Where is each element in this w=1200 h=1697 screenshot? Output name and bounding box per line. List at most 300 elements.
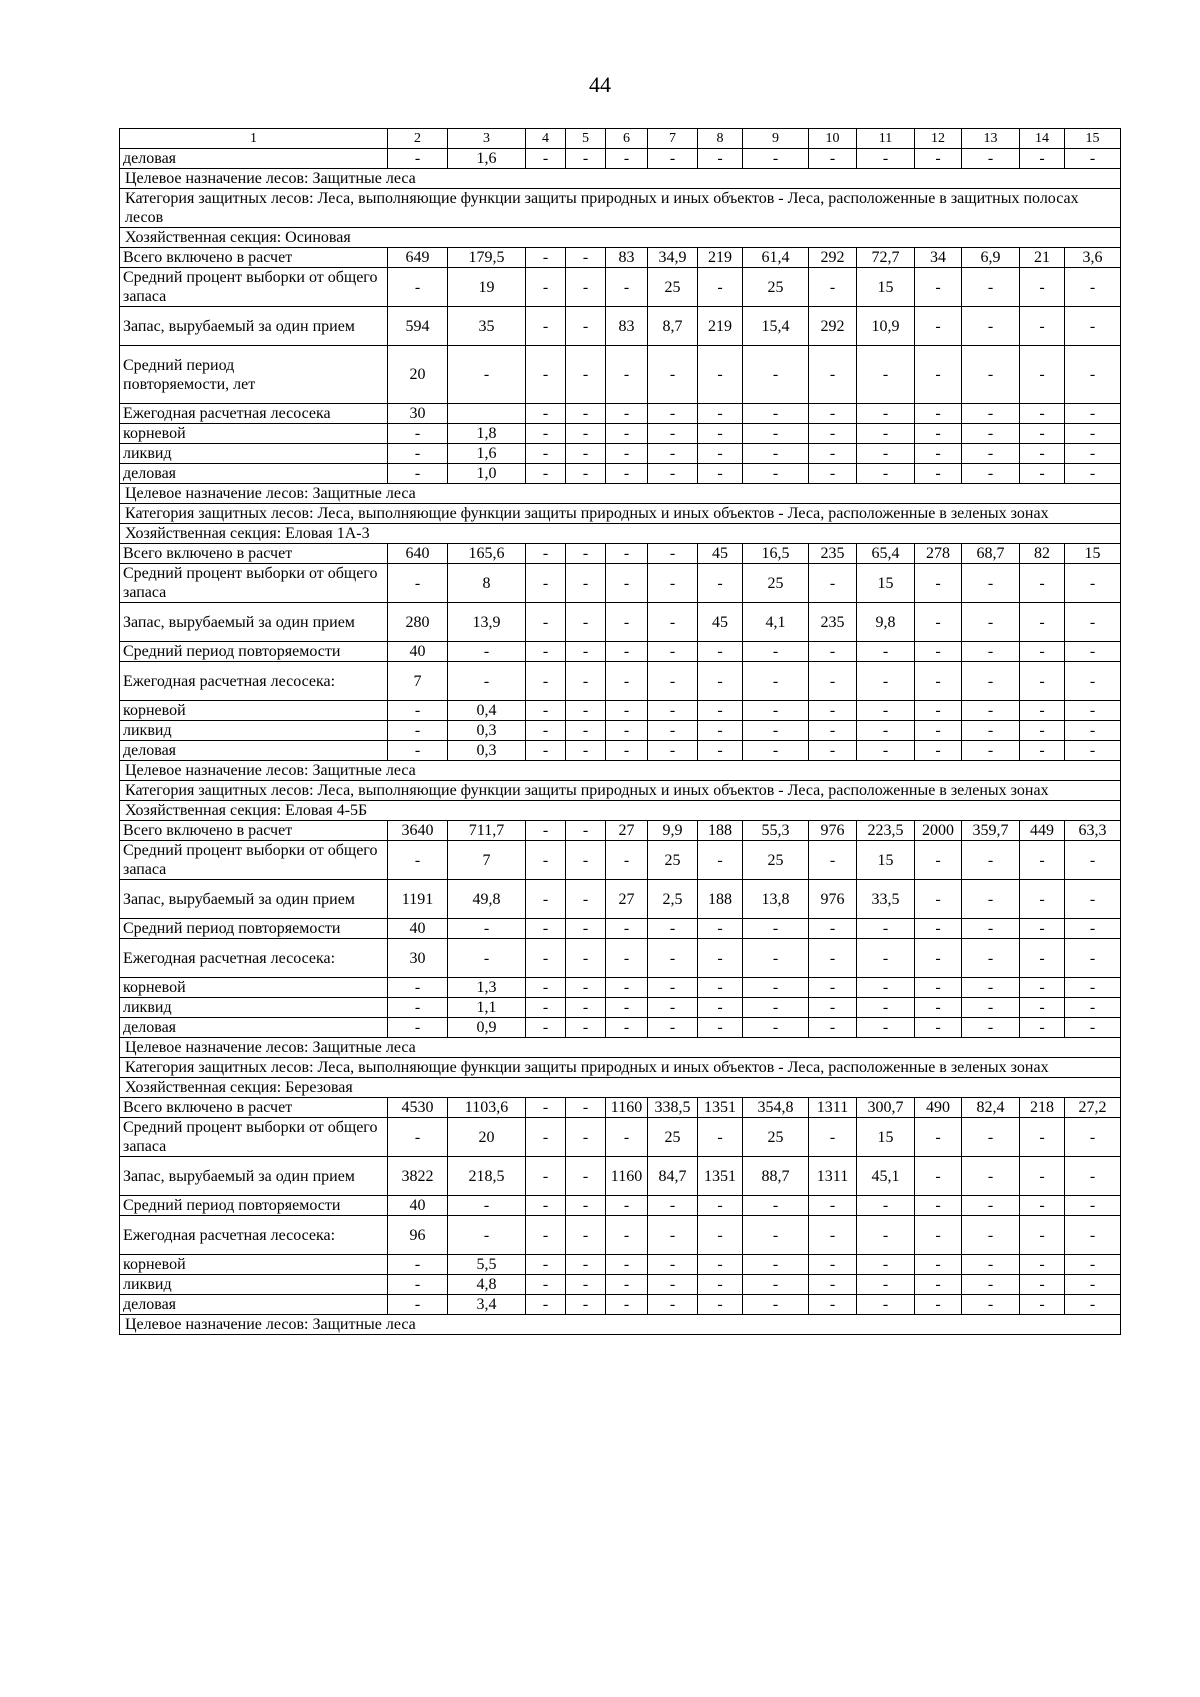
table-cell: - bbox=[566, 939, 606, 978]
table-cell: - bbox=[809, 149, 857, 169]
table-cell: - bbox=[743, 662, 809, 701]
table-cell: - bbox=[448, 1216, 526, 1255]
table-cell: - bbox=[809, 642, 857, 662]
table-cell: - bbox=[648, 1018, 698, 1038]
table-cell: - bbox=[1065, 464, 1121, 484]
table-cell: - bbox=[962, 1216, 1020, 1255]
table-cell: - bbox=[915, 741, 962, 761]
table-cell: - bbox=[915, 939, 962, 978]
table-cell: - bbox=[1065, 721, 1121, 741]
table-cell: - bbox=[915, 721, 962, 741]
table-cell: - bbox=[915, 424, 962, 444]
table-cell: - bbox=[1020, 1295, 1065, 1315]
table-cell: - bbox=[526, 268, 566, 307]
table-cell: - bbox=[526, 880, 566, 919]
table-cell: - bbox=[526, 464, 566, 484]
table-cell: - bbox=[743, 444, 809, 464]
table-cell: - bbox=[648, 998, 698, 1018]
table-cell: 25 bbox=[743, 564, 809, 603]
table-cell: - bbox=[606, 404, 648, 424]
table-cell: - bbox=[915, 1255, 962, 1275]
table-cell: - bbox=[1065, 841, 1121, 880]
table-cell: - bbox=[743, 939, 809, 978]
table-cell: - bbox=[388, 268, 448, 307]
table-cell: - bbox=[526, 248, 566, 268]
table-cell: - bbox=[448, 642, 526, 662]
table-cell: 649 bbox=[388, 248, 448, 268]
table-cell: - bbox=[743, 464, 809, 484]
table-cell: 354,8 bbox=[743, 1098, 809, 1118]
table-cell: - bbox=[566, 841, 606, 880]
table-cell: - bbox=[698, 424, 743, 444]
table-cell: - bbox=[809, 1255, 857, 1275]
table-cell: - bbox=[962, 939, 1020, 978]
table-cell: - bbox=[606, 919, 648, 939]
table-cell: - bbox=[809, 346, 857, 404]
column-header: 2 bbox=[388, 129, 448, 149]
table-cell: 1160 bbox=[606, 1098, 648, 1118]
table-cell: 72,7 bbox=[857, 248, 915, 268]
table-cell: - bbox=[743, 404, 809, 424]
table-cell: 280 bbox=[388, 603, 448, 642]
column-header: 10 bbox=[809, 129, 857, 149]
table-cell: - bbox=[1020, 701, 1065, 721]
table-cell: 188 bbox=[698, 821, 743, 841]
table-cell: 84,7 bbox=[648, 1157, 698, 1196]
table-cell: - bbox=[526, 939, 566, 978]
table-cell: - bbox=[743, 149, 809, 169]
table-cell: - bbox=[1065, 346, 1121, 404]
table-cell: - bbox=[743, 346, 809, 404]
table-cell: - bbox=[566, 248, 606, 268]
table-cell: 7 bbox=[388, 662, 448, 701]
table-cell: 1351 bbox=[698, 1157, 743, 1196]
section-label: Хозяйственная секция: Еловая 4-5Б bbox=[120, 801, 1121, 821]
table-cell: 1,1 bbox=[448, 998, 526, 1018]
column-header: 12 bbox=[915, 129, 962, 149]
row-label: корневой bbox=[120, 701, 388, 721]
section-row bbox=[120, 228, 1121, 248]
table-cell: - bbox=[566, 564, 606, 603]
table-cell: - bbox=[809, 662, 857, 701]
table-cell: - bbox=[606, 544, 648, 564]
table-cell: - bbox=[698, 404, 743, 424]
table-cell: - bbox=[606, 424, 648, 444]
table-cell: 3640 bbox=[388, 821, 448, 841]
table-cell: 82 bbox=[1020, 544, 1065, 564]
table-cell: - bbox=[526, 1216, 566, 1255]
table-cell: - bbox=[809, 1275, 857, 1295]
row-label: ликвид bbox=[120, 444, 388, 464]
table-row bbox=[120, 268, 1121, 307]
column-header: 7 bbox=[648, 129, 698, 149]
table-cell: - bbox=[915, 880, 962, 919]
table-cell: - bbox=[526, 1098, 566, 1118]
section-row bbox=[120, 524, 1121, 544]
section-row bbox=[120, 484, 1121, 504]
table-cell: 3822 bbox=[388, 1157, 448, 1196]
table-cell: - bbox=[606, 1255, 648, 1275]
table-cell: - bbox=[566, 880, 606, 919]
table-cell: - bbox=[1065, 268, 1121, 307]
table-row bbox=[120, 919, 1121, 939]
table-cell: - bbox=[857, 444, 915, 464]
table-cell: - bbox=[857, 642, 915, 662]
table-cell: - bbox=[648, 939, 698, 978]
table-cell: - bbox=[857, 939, 915, 978]
table-cell: - bbox=[566, 919, 606, 939]
table-cell: 45 bbox=[698, 544, 743, 564]
table-cell: - bbox=[566, 1255, 606, 1275]
table-row bbox=[120, 1118, 1121, 1157]
table-cell: - bbox=[648, 642, 698, 662]
table-cell: - bbox=[606, 721, 648, 741]
table-row bbox=[120, 721, 1121, 741]
table-cell: - bbox=[1065, 880, 1121, 919]
table-cell: - bbox=[698, 919, 743, 939]
table-cell: - bbox=[809, 564, 857, 603]
table-cell: 235 bbox=[809, 603, 857, 642]
row-label: Средний процент выборки от общего запаса bbox=[120, 564, 388, 603]
table-row bbox=[120, 1098, 1121, 1118]
table-cell: 83 bbox=[606, 248, 648, 268]
table-cell: 219 bbox=[698, 248, 743, 268]
table-cell: - bbox=[648, 544, 698, 564]
table-cell: - bbox=[526, 919, 566, 939]
table-cell: - bbox=[743, 978, 809, 998]
table-cell: - bbox=[809, 1018, 857, 1038]
table-cell: - bbox=[526, 346, 566, 404]
row-label: ликвид bbox=[120, 998, 388, 1018]
table-cell: - bbox=[448, 346, 526, 404]
table-cell: - bbox=[526, 642, 566, 662]
table-cell: - bbox=[606, 978, 648, 998]
table-cell: - bbox=[809, 1216, 857, 1255]
table-cell: - bbox=[566, 1275, 606, 1295]
table-cell: - bbox=[1020, 721, 1065, 741]
table-cell: - bbox=[1020, 346, 1065, 404]
table-cell: - bbox=[698, 978, 743, 998]
table-cell: - bbox=[857, 464, 915, 484]
table-cell: - bbox=[566, 346, 606, 404]
table-cell: - bbox=[648, 662, 698, 701]
table-row bbox=[120, 880, 1121, 919]
table-cell: - bbox=[606, 642, 648, 662]
table-cell: - bbox=[698, 268, 743, 307]
table-cell: - bbox=[743, 1196, 809, 1216]
table-cell: - bbox=[1020, 841, 1065, 880]
table-cell: - bbox=[857, 1295, 915, 1315]
table-cell: - bbox=[809, 919, 857, 939]
table-cell: - bbox=[857, 346, 915, 404]
table-cell: - bbox=[606, 701, 648, 721]
table-row bbox=[120, 149, 1121, 169]
table-cell: - bbox=[743, 741, 809, 761]
table-cell: - bbox=[606, 464, 648, 484]
column-header: 8 bbox=[698, 129, 743, 149]
table-cell: - bbox=[1065, 307, 1121, 346]
table-cell: 5,5 bbox=[448, 1255, 526, 1275]
table-cell: - bbox=[962, 841, 1020, 880]
table-cell: - bbox=[1020, 939, 1065, 978]
table-cell: - bbox=[1020, 1157, 1065, 1196]
table-cell: - bbox=[1020, 404, 1065, 424]
table-row bbox=[120, 998, 1121, 1018]
table-cell: 61,4 bbox=[743, 248, 809, 268]
table-cell: 25 bbox=[648, 1118, 698, 1157]
table-cell: - bbox=[526, 1018, 566, 1038]
table-cell: - bbox=[743, 1275, 809, 1295]
table-cell: - bbox=[857, 721, 915, 741]
table-cell: - bbox=[606, 1295, 648, 1315]
row-label: Всего включено в расчет bbox=[120, 821, 388, 841]
row-label: Запас, вырубаемый за один прием bbox=[120, 603, 388, 642]
table-cell: 4,8 bbox=[448, 1275, 526, 1295]
table-cell: - bbox=[1020, 268, 1065, 307]
table-cell: - bbox=[388, 424, 448, 444]
table-row bbox=[120, 642, 1121, 662]
table-cell: - bbox=[526, 307, 566, 346]
table-cell: - bbox=[915, 346, 962, 404]
table-cell: - bbox=[1065, 1275, 1121, 1295]
table-cell: 34,9 bbox=[648, 248, 698, 268]
table-cell: - bbox=[1065, 998, 1121, 1018]
section-row bbox=[120, 189, 1121, 228]
table-cell: - bbox=[915, 1216, 962, 1255]
table-cell: - bbox=[857, 662, 915, 701]
table-cell: 10,9 bbox=[857, 307, 915, 346]
table-cell: 449 bbox=[1020, 821, 1065, 841]
table-cell: - bbox=[915, 841, 962, 880]
table-cell: - bbox=[915, 1118, 962, 1157]
row-label: Средний процент выборки от общего запаса bbox=[120, 268, 388, 307]
table-cell: - bbox=[915, 564, 962, 603]
table-cell: - bbox=[962, 1118, 1020, 1157]
section-label: Хозяйственная секция: Осиновая bbox=[120, 228, 1121, 248]
section-label: Целевое назначение лесов: Защитные леса bbox=[120, 1315, 1121, 1335]
table-cell: 13,8 bbox=[743, 880, 809, 919]
table-cell: - bbox=[388, 721, 448, 741]
table-cell: - bbox=[962, 603, 1020, 642]
table-cell: - bbox=[566, 268, 606, 307]
section-label: Целевое назначение лесов: Защитные леса bbox=[120, 484, 1121, 504]
table-cell: - bbox=[857, 149, 915, 169]
table-cell: - bbox=[809, 721, 857, 741]
table-cell: - bbox=[648, 919, 698, 939]
table-cell: - bbox=[809, 939, 857, 978]
table-cell: - bbox=[915, 978, 962, 998]
table-cell: - bbox=[526, 701, 566, 721]
table-row bbox=[120, 841, 1121, 880]
table-cell: - bbox=[698, 464, 743, 484]
row-label: Всего включено в расчет bbox=[120, 544, 388, 564]
row-label: Ежегодная расчетная лесосека: bbox=[120, 662, 388, 701]
table-cell: 3,6 bbox=[1065, 248, 1121, 268]
table-cell: - bbox=[606, 1118, 648, 1157]
table-cell: 63,3 bbox=[1065, 821, 1121, 841]
table-cell: - bbox=[566, 424, 606, 444]
table-cell: - bbox=[566, 642, 606, 662]
table-cell: 1160 bbox=[606, 1157, 648, 1196]
table-cell: - bbox=[648, 346, 698, 404]
table-cell: 235 bbox=[809, 544, 857, 564]
column-header: 3 bbox=[448, 129, 526, 149]
table-cell: 27,2 bbox=[1065, 1098, 1121, 1118]
table-cell: 292 bbox=[809, 307, 857, 346]
table-cell: - bbox=[526, 564, 566, 603]
table-cell: - bbox=[648, 1275, 698, 1295]
table-cell: 34 bbox=[915, 248, 962, 268]
table-cell: - bbox=[743, 701, 809, 721]
table-cell: 20 bbox=[388, 346, 448, 404]
table-cell: 8 bbox=[448, 564, 526, 603]
table-cell: - bbox=[606, 444, 648, 464]
table-cell: - bbox=[962, 1255, 1020, 1275]
table-cell: - bbox=[526, 1196, 566, 1216]
table-cell: 300,7 bbox=[857, 1098, 915, 1118]
table-cell: 15 bbox=[857, 1118, 915, 1157]
table-row bbox=[120, 544, 1121, 564]
table-cell: - bbox=[962, 978, 1020, 998]
table-cell: - bbox=[915, 1275, 962, 1295]
table-cell: - bbox=[809, 978, 857, 998]
table-cell: - bbox=[648, 564, 698, 603]
table-cell: - bbox=[526, 1295, 566, 1315]
table-cell: - bbox=[606, 268, 648, 307]
table-cell: - bbox=[809, 268, 857, 307]
table-cell: 976 bbox=[809, 821, 857, 841]
table-cell: - bbox=[809, 424, 857, 444]
section-row bbox=[120, 1038, 1121, 1058]
row-label: Средний период повторяемости bbox=[120, 642, 388, 662]
table-cell: - bbox=[606, 564, 648, 603]
table-cell: - bbox=[526, 1255, 566, 1275]
table-cell: - bbox=[1065, 1157, 1121, 1196]
table-row bbox=[120, 248, 1121, 268]
table-cell: - bbox=[388, 1295, 448, 1315]
table-cell: 68,7 bbox=[962, 544, 1020, 564]
table-cell: 25 bbox=[648, 268, 698, 307]
table-cell: 9,8 bbox=[857, 603, 915, 642]
table-cell: - bbox=[857, 1255, 915, 1275]
table-cell: - bbox=[388, 149, 448, 169]
table-cell: - bbox=[857, 424, 915, 444]
table-cell: - bbox=[526, 998, 566, 1018]
table-row bbox=[120, 404, 1121, 424]
table-cell: - bbox=[698, 1018, 743, 1038]
table-cell: - bbox=[698, 662, 743, 701]
table-cell: - bbox=[857, 404, 915, 424]
section-label: Категория защитных лесов: Леса, выполняющие функции защиты природных и иных объектов - Леса, расположенные в зеленых зонах bbox=[120, 781, 1121, 801]
table-cell: - bbox=[388, 1018, 448, 1038]
table-row bbox=[120, 821, 1121, 841]
table-cell: 165,6 bbox=[448, 544, 526, 564]
table-cell: - bbox=[1020, 1018, 1065, 1038]
table-cell: - bbox=[526, 1157, 566, 1196]
table-cell: - bbox=[698, 841, 743, 880]
table-cell: - bbox=[648, 1295, 698, 1315]
table-cell: 25 bbox=[743, 841, 809, 880]
table-cell: - bbox=[809, 1196, 857, 1216]
table-cell: - bbox=[698, 998, 743, 1018]
table-cell: - bbox=[1065, 444, 1121, 464]
table-cell: 15,4 bbox=[743, 307, 809, 346]
column-header: 15 bbox=[1065, 129, 1121, 149]
table-cell: - bbox=[526, 721, 566, 741]
table-cell: - bbox=[648, 741, 698, 761]
table-cell: - bbox=[1020, 741, 1065, 761]
section-row bbox=[120, 761, 1121, 781]
table-cell: - bbox=[1065, 603, 1121, 642]
table-cell: - bbox=[962, 1275, 1020, 1295]
table-cell: 30 bbox=[388, 939, 448, 978]
table-cell: - bbox=[566, 701, 606, 721]
table-cell: - bbox=[698, 701, 743, 721]
table-cell: - bbox=[962, 346, 1020, 404]
table-cell: 711,7 bbox=[448, 821, 526, 841]
table-cell: 188 bbox=[698, 880, 743, 919]
table-cell: - bbox=[566, 1118, 606, 1157]
section-row bbox=[120, 1315, 1121, 1335]
table-cell: - bbox=[566, 662, 606, 701]
table-cell: - bbox=[1020, 1118, 1065, 1157]
table-cell: - bbox=[1020, 1196, 1065, 1216]
table-cell: - bbox=[526, 841, 566, 880]
section-row bbox=[120, 504, 1121, 524]
table-cell: - bbox=[526, 404, 566, 424]
table-cell: - bbox=[915, 1157, 962, 1196]
table-cell: 35 bbox=[448, 307, 526, 346]
table-row bbox=[120, 346, 1121, 404]
table-cell: - bbox=[962, 642, 1020, 662]
table-cell: - bbox=[606, 741, 648, 761]
column-header: 13 bbox=[962, 129, 1020, 149]
table-cell: - bbox=[698, 1196, 743, 1216]
table-cell: 1,0 bbox=[448, 464, 526, 484]
table-cell: - bbox=[388, 464, 448, 484]
table-cell: 96 bbox=[388, 1216, 448, 1255]
table-cell: 640 bbox=[388, 544, 448, 564]
table-cell: - bbox=[526, 1275, 566, 1295]
table-cell: - bbox=[698, 444, 743, 464]
table-cell: - bbox=[743, 1216, 809, 1255]
row-label: деловая bbox=[120, 464, 388, 484]
table-cell: - bbox=[1020, 603, 1065, 642]
table-cell: 4,1 bbox=[743, 603, 809, 642]
table-cell: - bbox=[915, 642, 962, 662]
table-cell: - bbox=[698, 1295, 743, 1315]
section-label: Целевое назначение лесов: Защитные леса bbox=[120, 1038, 1121, 1058]
table-cell: 490 bbox=[915, 1098, 962, 1118]
table-cell: - bbox=[809, 741, 857, 761]
section-row bbox=[120, 1078, 1121, 1098]
table-cell: - bbox=[1020, 1216, 1065, 1255]
table-cell: - bbox=[388, 701, 448, 721]
table-cell: - bbox=[698, 741, 743, 761]
table-cell: - bbox=[698, 939, 743, 978]
table-cell: - bbox=[915, 149, 962, 169]
table-cell: - bbox=[566, 1295, 606, 1315]
table-cell: - bbox=[962, 1295, 1020, 1315]
table-cell: - bbox=[606, 1196, 648, 1216]
table-cell: 49,8 bbox=[448, 880, 526, 919]
table-cell: - bbox=[962, 662, 1020, 701]
table-row bbox=[120, 1018, 1121, 1038]
table-cell: 82,4 bbox=[962, 1098, 1020, 1118]
table-cell: - bbox=[809, 998, 857, 1018]
table-cell: - bbox=[1020, 424, 1065, 444]
table-cell: - bbox=[648, 444, 698, 464]
